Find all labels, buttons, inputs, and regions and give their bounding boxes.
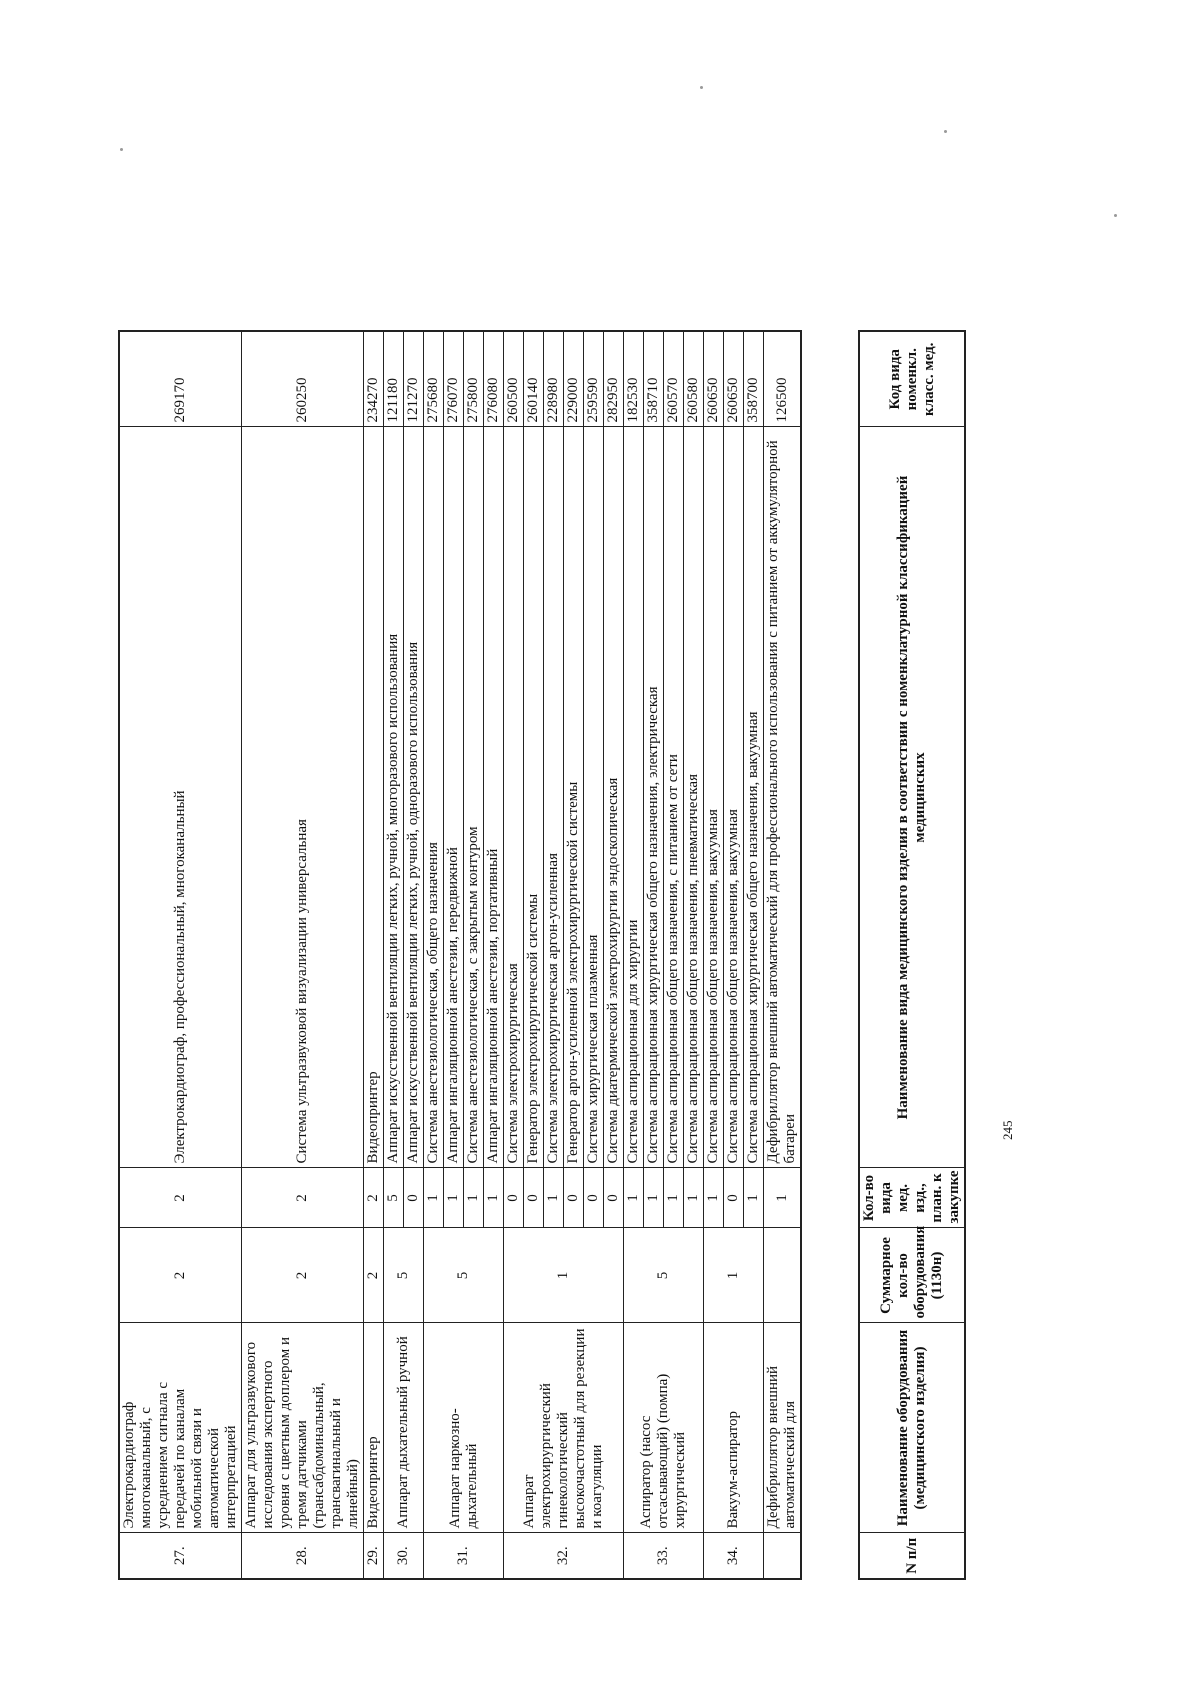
scan-speck: [700, 86, 703, 89]
device-kind-name: Система анестезиологическая, с закрытым контуром: [464, 427, 484, 1168]
device-kind-name: Система аспирационная хирургическая общего назначения, электрическая: [644, 427, 664, 1168]
device-kind-code: 275680: [424, 331, 444, 427]
device-kind-name: Система анестезиологическая, общего назначения: [424, 427, 444, 1168]
planned-quantity: 0: [524, 1168, 544, 1228]
device-kind-name: Аппарат ингаляционной анестезии, портативный: [484, 427, 504, 1168]
total-quantity: 2: [119, 1228, 242, 1323]
planned-quantity: 1: [424, 1168, 444, 1228]
total-quantity: 2: [364, 1228, 384, 1323]
device-kind-code: 228980: [544, 331, 564, 427]
equipment-name: Аспиратор (насос отсасывающий) (помпа) хирургический: [624, 1323, 704, 1533]
equipment-name: Электрокардиограф многоканальный, с усреднением сигнала с передачей по каналам мобильной связи и автоматической интерпретацией: [119, 1323, 242, 1533]
planned-quantity: 1: [464, 1168, 484, 1228]
rotated-page-content: [118, 330, 962, 1580]
device-kind-name: Система ультразвуковой визуализации универсальная: [242, 427, 364, 1168]
row-number: 27.: [119, 1533, 242, 1579]
device-kind-name: Электрокардиограф, профессиональный, многоканальный: [119, 427, 242, 1168]
device-kind-code: 275800: [464, 331, 484, 427]
header-code: Код вида номенкл. класс. мед.: [859, 331, 965, 427]
device-kind-name: Система аспирационная общего назначения, вакуумная: [704, 427, 724, 1168]
row-number: [764, 1533, 802, 1579]
equipment-name: Аппарат для ультразвукового исследования экспертного уровня с цветным доплером и тремя датчиками (трансабдоминальный, трансвагинальный и линейный): [242, 1323, 364, 1533]
device-kind-name: Аппарат ингаляционной анестезии, передвижной: [444, 427, 464, 1168]
row-number: 30.: [384, 1533, 424, 1579]
table-row: [384, 331, 404, 1579]
table-row: [119, 331, 242, 1579]
device-kind-code: 260650: [724, 331, 744, 427]
table-row: [424, 331, 444, 1579]
device-kind-code: 276080: [484, 331, 504, 427]
device-kind-code: 260500: [504, 331, 524, 427]
planned-quantity: 5: [384, 1168, 404, 1228]
device-kind-name: Система электрохирургическая аргон-усиленная: [544, 427, 564, 1168]
table-row: [764, 331, 802, 1579]
device-kind-code: 121180: [384, 331, 404, 427]
total-quantity: 2: [242, 1228, 364, 1323]
device-kind-code: 358700: [744, 331, 764, 427]
planned-quantity: 2: [242, 1168, 364, 1228]
planned-quantity: 0: [604, 1168, 624, 1228]
equipment-name: Аппарат наркозно- дыхательный: [424, 1323, 504, 1533]
device-kind-name: Видеопринтер: [364, 427, 384, 1168]
device-kind-name: Система аспирационная общего назначения, пневматическая: [684, 427, 704, 1168]
planned-quantity: 0: [504, 1168, 524, 1228]
planned-quantity: 1: [744, 1168, 764, 1228]
equipment-name: Аппарат дыхательный ручной: [384, 1323, 424, 1533]
scan-speck: [120, 148, 123, 151]
device-kind-name: Генератор аргон-усиленной электрохирургической системы: [564, 427, 584, 1168]
planned-quantity: 1: [644, 1168, 664, 1228]
device-kind-code: 229000: [564, 331, 584, 427]
device-kind-name: Аппарат искусственной вентиляции легких, ручной, многоразового использования: [384, 427, 404, 1168]
equipment-name: Дефибриллятор внешний автоматический для: [764, 1323, 802, 1533]
planned-quantity: 1: [764, 1168, 802, 1228]
planned-quantity: 0: [584, 1168, 604, 1228]
equipment-table-body: [119, 331, 801, 1579]
equipment-name: Видеопринтер: [364, 1323, 384, 1533]
header-equipment: Наименование оборудования (медицинского изделия): [859, 1323, 965, 1533]
planned-quantity: 1: [444, 1168, 464, 1228]
device-kind-name: Система аспирационная для хирургии: [624, 427, 644, 1168]
planned-quantity: 1: [704, 1168, 724, 1228]
device-kind-code: 276070: [444, 331, 464, 427]
row-number: 34.: [704, 1533, 764, 1579]
header-num: N п/п: [859, 1533, 965, 1579]
device-kind-code: 259590: [584, 331, 604, 427]
row-number: 28.: [242, 1533, 364, 1579]
device-kind-name: Система аспирационная общего назначения, с питанием от сети: [664, 427, 684, 1168]
header-total: Суммарное кол-во оборудования (1130н): [859, 1228, 965, 1323]
device-kind-name: Аппарат искусственной вентиляции легких, ручной, одноразового использования: [404, 427, 424, 1168]
equipment-name: Вакуум-аспиратор: [704, 1323, 764, 1533]
planned-quantity: 1: [664, 1168, 684, 1228]
device-kind-name: Система аспирационная общего назначения, вакуумная: [724, 427, 744, 1168]
row-number: 33.: [624, 1533, 704, 1579]
device-kind-code: 234270: [364, 331, 384, 427]
device-kind-name: Генератор электрохирургической системы: [524, 427, 544, 1168]
planned-quantity: 0: [564, 1168, 584, 1228]
device-kind-name: Система хирургическая плазменная: [584, 427, 604, 1168]
table-row: [242, 331, 364, 1579]
device-kind-code: 121270: [404, 331, 424, 427]
total-quantity: 5: [624, 1228, 704, 1323]
table-header: [858, 330, 966, 1580]
planned-quantity: 2: [364, 1168, 384, 1228]
device-kind-code: 182530: [624, 331, 644, 427]
planned-quantity: 1: [684, 1168, 704, 1228]
device-kind-code: 269170: [119, 331, 242, 427]
total-quantity: [764, 1228, 802, 1323]
device-kind-code: 260570: [664, 331, 684, 427]
table-row: [364, 331, 384, 1579]
device-kind-name: Дефибриллятор внешний автоматический для профессионального использования с питанием от аккумуляторной батареи: [764, 427, 802, 1168]
planned-quantity: 1: [484, 1168, 504, 1228]
planned-quantity: 0: [404, 1168, 424, 1228]
scan-speck: [944, 130, 947, 133]
device-kind-name: Система диатермической электрохирургии эндоскопическая: [604, 427, 624, 1168]
planned-quantity: 1: [624, 1168, 644, 1228]
header-kind: Наименование вида медицинского изделия в соответствии с номенклатурной классификацией медицинских: [859, 427, 965, 1168]
header-qty: Кол-во вида мед. изд., план. к закупке: [859, 1168, 965, 1228]
device-kind-code: 260140: [524, 331, 544, 427]
scan-speck: [1114, 214, 1117, 217]
device-kind-code: 126500: [764, 331, 802, 427]
total-quantity: 5: [384, 1228, 424, 1323]
device-kind-code: 260250: [242, 331, 364, 427]
table-row: [504, 331, 524, 1579]
table-row: [704, 331, 724, 1579]
planned-quantity: 0: [724, 1168, 744, 1228]
planned-quantity: 1: [544, 1168, 564, 1228]
device-kind-code: 282950: [604, 331, 624, 427]
total-quantity: 1: [704, 1228, 764, 1323]
device-kind-code: 260650: [704, 331, 724, 427]
total-quantity: 1: [504, 1228, 624, 1323]
device-kind-name: Система аспирационная хирургическая общего назначения, вакуумная: [744, 427, 764, 1168]
equipment-name: Аппарат электрохирургический гинекологический высокочастотный для резекции и коагуляции: [504, 1323, 624, 1533]
device-kind-code: 260580: [684, 331, 704, 427]
total-quantity: 5: [424, 1228, 504, 1323]
page-number: 245: [1000, 1120, 1015, 1140]
device-kind-code: 358710: [644, 331, 664, 427]
equipment-table: [118, 330, 802, 1580]
device-kind-name: Система электрохирургическая: [504, 427, 524, 1168]
table-row: [624, 331, 644, 1579]
row-number: 29.: [364, 1533, 384, 1579]
row-number: 31.: [424, 1533, 504, 1579]
row-number: 32.: [504, 1533, 624, 1579]
planned-quantity: 2: [119, 1168, 242, 1228]
